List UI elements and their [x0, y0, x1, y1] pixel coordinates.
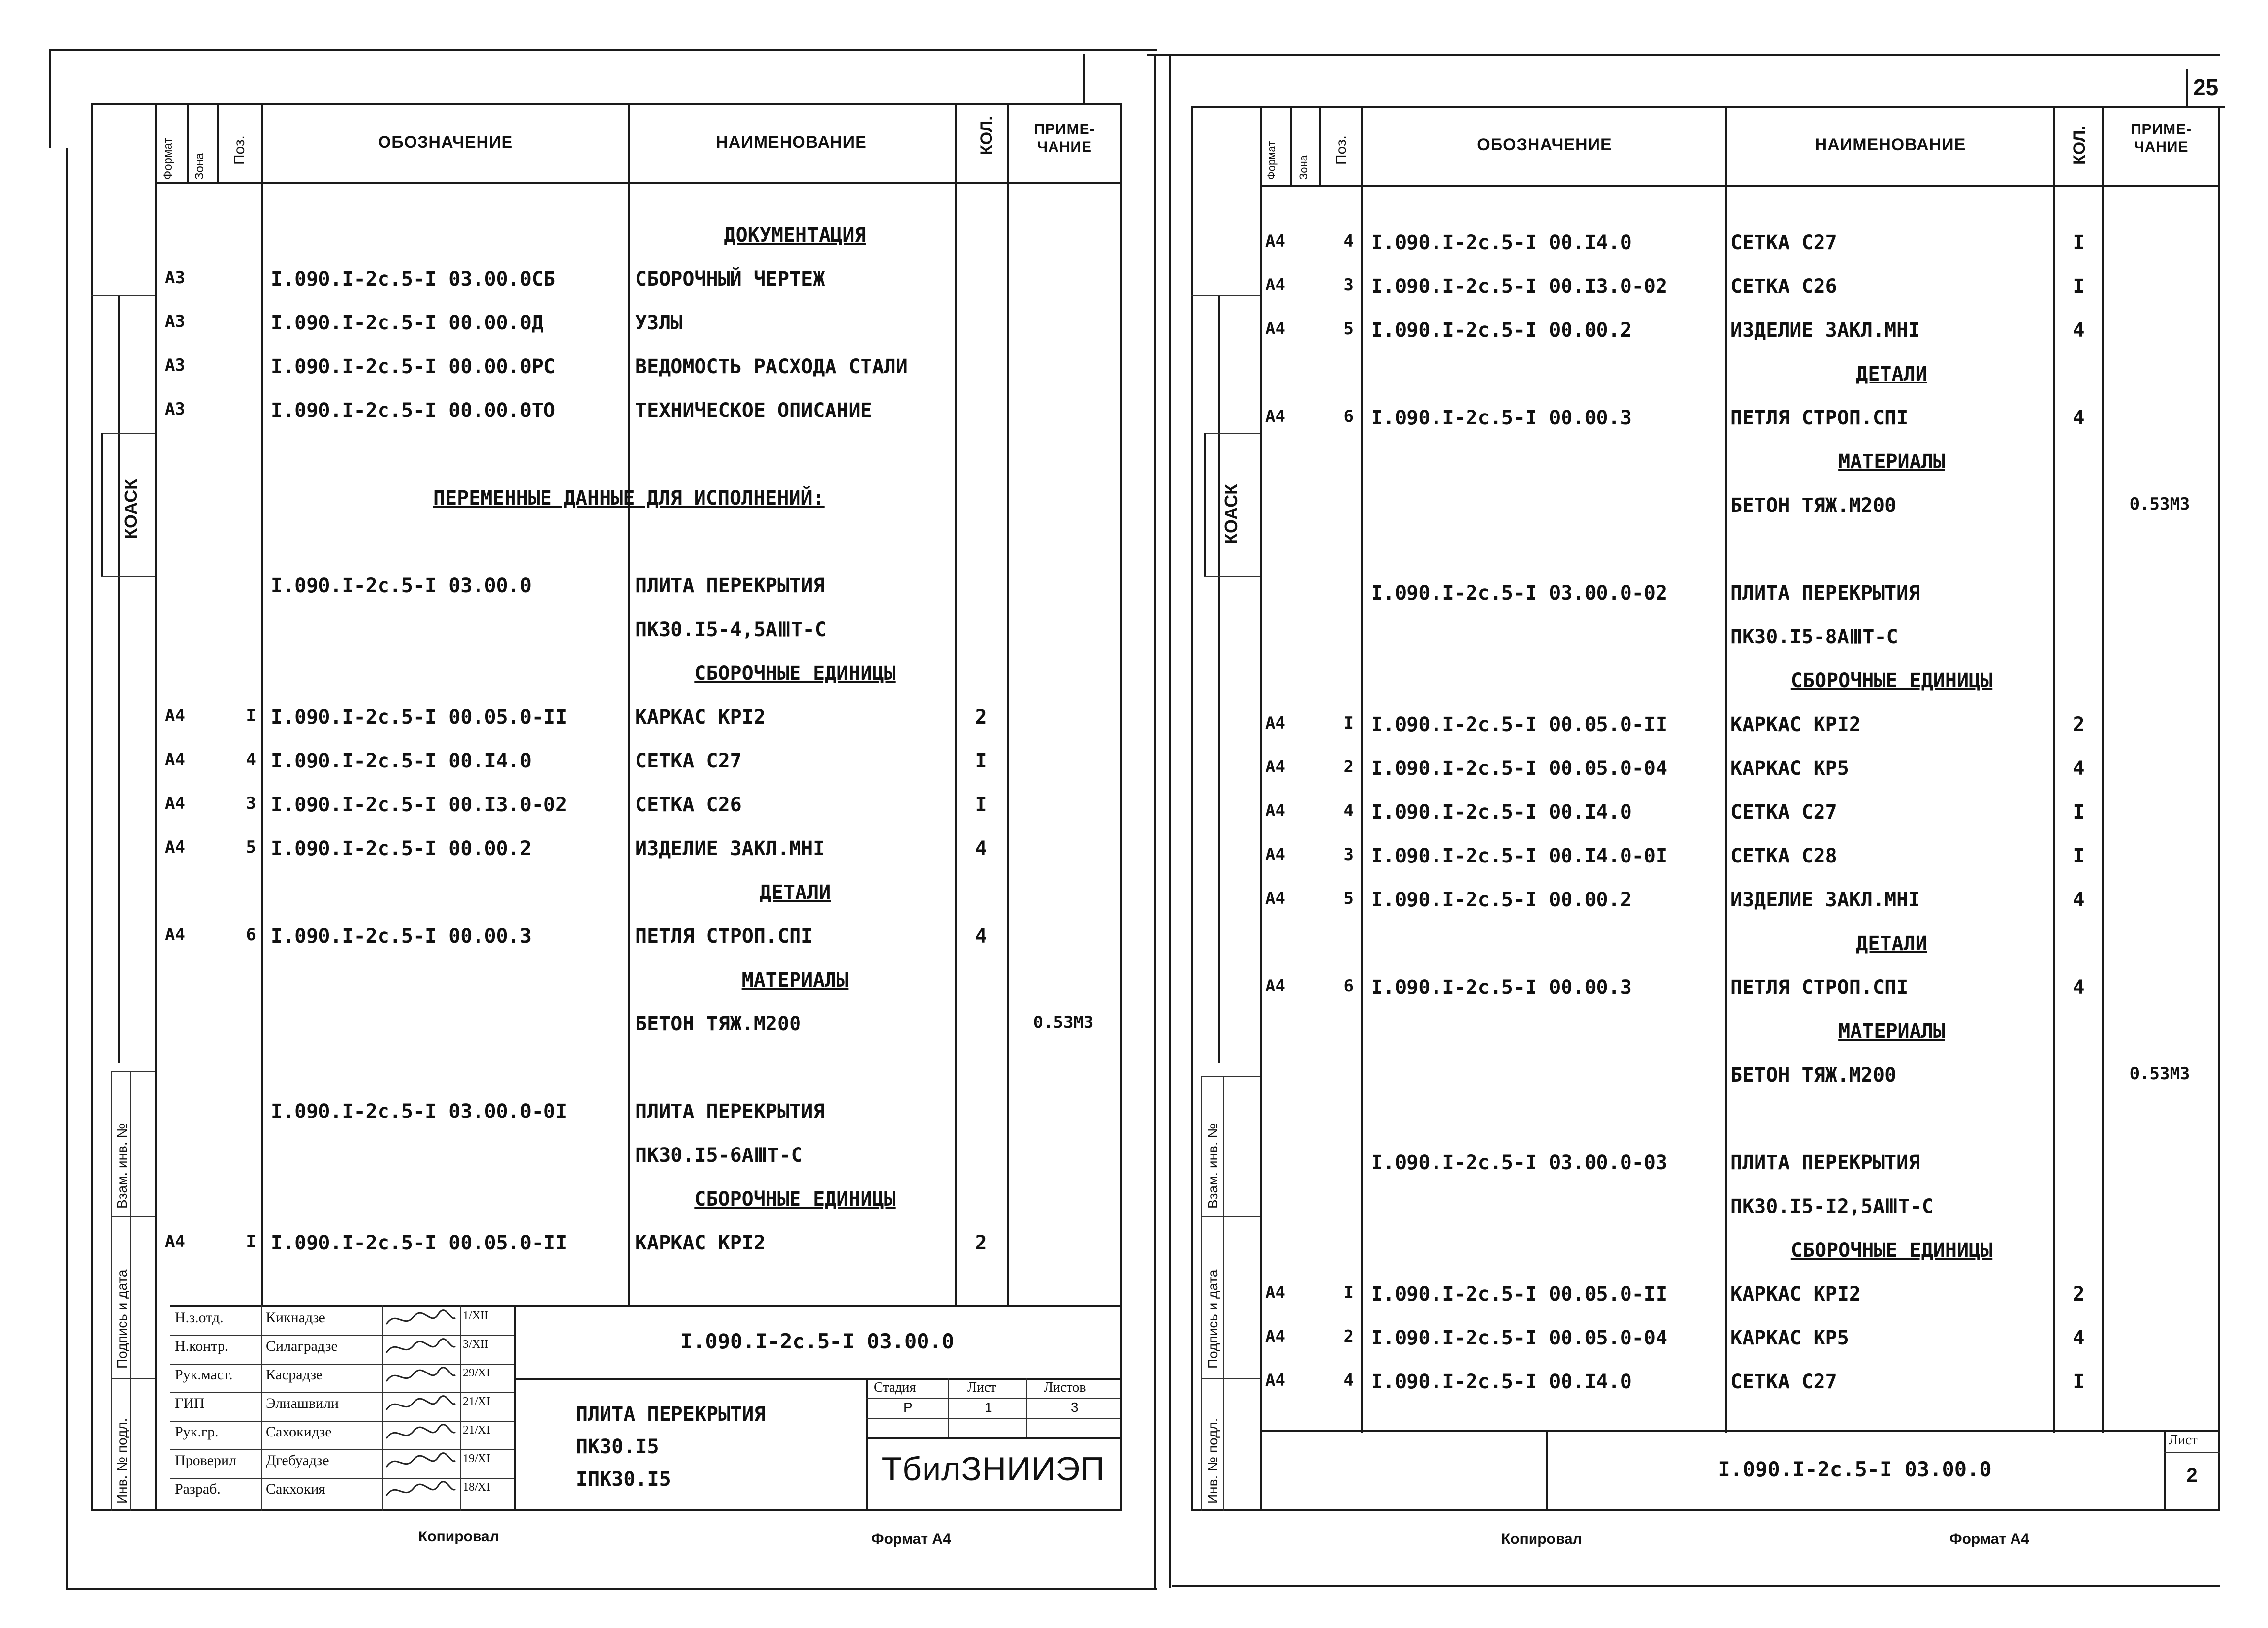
row-quantity: 2	[2073, 1283, 2085, 1306]
row-position: 3	[1343, 275, 1354, 295]
column-line	[628, 103, 630, 1307]
sheet-value: 1	[985, 1400, 992, 1415]
signature-role: Н.з.отд.	[175, 1309, 224, 1326]
row-format: А4	[1265, 1283, 1285, 1303]
row-position: 4	[1343, 231, 1354, 251]
side-strip-line	[111, 1378, 155, 1379]
column-line	[217, 103, 219, 182]
row-position: 3	[246, 794, 256, 813]
footer-copied: Копировал	[418, 1529, 499, 1545]
sheet-label: Лист	[967, 1380, 996, 1395]
signature-role: Проверил	[175, 1452, 236, 1468]
signature-name: Касрадзе	[266, 1367, 323, 1383]
row-position: 4	[1343, 801, 1354, 821]
frame-line	[66, 1588, 1157, 1590]
row-format: А4	[1265, 1327, 1285, 1346]
side-strip-line	[1191, 295, 1260, 296]
signature-row-line	[170, 1478, 514, 1479]
header-pos: Поз.	[1333, 135, 1349, 165]
inv-podl-label: Инв. № подл.	[114, 1418, 129, 1504]
header-note-line2: ЧАНИЕ	[1037, 139, 1092, 155]
side-strip-line	[1204, 576, 1260, 577]
vzam-inv-label: Взам. инв. №	[114, 1123, 129, 1209]
row-designation: I.090.I-2c.5-I 03.00.0-03	[1371, 1151, 1668, 1174]
side-strip-line	[1204, 433, 1260, 434]
row-position: I	[1343, 713, 1354, 733]
column-line	[1319, 106, 1321, 185]
row-quantity: 4	[2073, 889, 2085, 911]
row-position: 4	[1343, 1371, 1354, 1390]
frame-line	[1169, 54, 1171, 1588]
row-name: СЕТКА С26	[635, 794, 742, 816]
section-heading: ДЕТАЛИ	[1856, 363, 1927, 385]
section-heading: СБОРОЧНЫЕ ЕДИНИЦЫ	[694, 1188, 896, 1211]
row-quantity: 2	[975, 1232, 987, 1254]
title-block-name	[576, 1398, 766, 1496]
row-designation: I.090.I-2c.5-I 00.05.0-II	[271, 706, 568, 729]
row-name: БЕТОН ТЯЖ.М200	[1730, 494, 1897, 517]
signature-date: 21/XI	[463, 1395, 490, 1408]
section-heading: ДЕТАЛИ	[1856, 932, 1927, 955]
title-block-code: I.090.I-2c.5-I 03.00.0	[680, 1329, 955, 1353]
page-number: 25	[2193, 74, 2219, 100]
footer-format: Формат А4	[1949, 1531, 2029, 1547]
row-designation: I.090.I-2c.5-I 00.05.0-II	[1371, 1283, 1668, 1306]
row-format: А3	[165, 399, 185, 419]
handwritten-signature	[384, 1478, 458, 1503]
row-position: 5	[246, 837, 256, 857]
side-strip-line	[1218, 295, 1220, 1063]
row-quantity: I	[2073, 231, 2085, 254]
row-format: А4	[1265, 801, 1285, 821]
handwritten-signature	[384, 1336, 458, 1360]
frame-line	[1172, 1585, 2220, 1587]
row-name: КАРКАС КРI2	[1730, 713, 1861, 736]
side-strip-line	[111, 1071, 112, 1511]
stage-label: Стадия	[874, 1380, 916, 1395]
title-block-line	[866, 1398, 1120, 1399]
row-name: СЕТКА С27	[1730, 801, 1837, 824]
header-name: НАИМЕНОВАНИЕ	[716, 133, 867, 152]
koask-label: КОАСК	[1221, 483, 1241, 544]
row-name: СЕТКА С27	[1730, 231, 1837, 254]
sheet-border-top	[1191, 106, 2220, 108]
row-name: ПК30.I5-8АⅢТ-С	[1730, 626, 1898, 648]
header-note-line1: ПРИМЕ-	[1034, 121, 1095, 137]
side-strip-line	[1223, 1076, 1224, 1511]
row-format: А4	[165, 837, 185, 857]
row-name: КАРКАС КРI2	[635, 1232, 766, 1254]
row-name: СЕТКА С26	[1730, 275, 1837, 298]
signature-name: Сахокидзе	[266, 1424, 332, 1440]
signature-role: Рук.гр.	[175, 1424, 219, 1440]
koask-label: КОАСК	[121, 479, 141, 539]
row-name: ИЗДЕЛИЕ ЗАКЛ.МНI	[1730, 889, 1920, 911]
row-position: 4	[246, 750, 256, 769]
header-designation: ОБОЗНАЧЕНИЕ	[378, 133, 513, 152]
signature-row-line	[170, 1364, 514, 1365]
row-quantity: 4	[975, 925, 987, 948]
title-block-line	[866, 1418, 1120, 1419]
title-line: IПК30.I5	[576, 1468, 671, 1491]
sheet-border-right	[1120, 103, 1122, 1511]
signature-name: Дгебуадзе	[266, 1452, 329, 1468]
signature-row-line	[170, 1392, 514, 1393]
header-designation: ОБОЗНАЧЕНИЕ	[1477, 135, 1612, 154]
side-strip-line	[101, 576, 155, 577]
frame-line	[2186, 69, 2188, 108]
column-line	[1290, 106, 1292, 185]
title-line: ПК30.I5	[576, 1436, 659, 1458]
row-designation: I.090.I-2c.5-I 00.00.2	[1371, 319, 1632, 342]
signature-name: Элиашвили	[266, 1395, 339, 1411]
row-format: А4	[165, 1232, 185, 1251]
row-designation: I.090.I-2c.5-I 00.I4.0	[1371, 1371, 1632, 1393]
side-strip-line	[111, 1216, 155, 1217]
row-name: ПЛИТА ПЕРЕКРЫТИЯ	[1730, 582, 1920, 605]
row-name: КАРКАС КРI2	[635, 706, 766, 729]
frame-line	[49, 49, 51, 148]
row-designation: I.090.I-2c.5-I 00.00.0Д	[271, 312, 543, 334]
frame-line	[1147, 54, 2220, 56]
signature-role: ГИП	[175, 1395, 205, 1411]
row-designation: I.090.I-2c.5-I 00.I4.0	[271, 750, 532, 772]
row-position: 2	[1343, 1327, 1354, 1346]
row-quantity: I	[975, 794, 987, 816]
signature-name: Сакхокия	[266, 1481, 326, 1497]
sheet-border-right	[2218, 106, 2220, 1511]
row-designation: I.090.I-2c.5-I 00.05.0-II	[1371, 713, 1668, 736]
header-note-line1: ПРИМЕ-	[2130, 121, 2192, 137]
sheet-divider	[1154, 54, 1156, 1590]
row-designation: I.090.I-2c.5-I 00.I4.0-0I	[1371, 845, 1668, 867]
signature-date: 19/XI	[463, 1452, 490, 1465]
row-format: А4	[165, 706, 185, 726]
row-quantity: I	[2073, 845, 2085, 867]
row-quantity: 4	[2073, 407, 2085, 429]
signature-role: Н.контр.	[175, 1338, 229, 1354]
side-strip-line	[118, 295, 120, 1063]
signature-name: Силаградзе	[266, 1338, 338, 1354]
title-block-line	[514, 1378, 1120, 1380]
side-strip-line	[155, 103, 157, 1511]
signature-row-line	[170, 1335, 514, 1336]
column-line	[261, 103, 263, 1307]
row-quantity: 2	[975, 706, 987, 729]
section-heading: МАТЕРИАЛЫ	[1838, 450, 1945, 473]
row-designation: I.090.I-2c.5-I 00.05.0-II	[271, 1232, 568, 1254]
side-strip-line	[91, 295, 155, 296]
title-block-line	[866, 1437, 1120, 1439]
section-heading: ДЕТАЛИ	[759, 881, 831, 904]
section-heading: СБОРОЧНЫЕ ЕДИНИЦЫ	[1790, 1239, 1993, 1262]
frame-line	[1083, 54, 1085, 103]
title-block-top	[1260, 1430, 2220, 1432]
header-note	[1009, 121, 1120, 156]
row-quantity: 2	[2073, 713, 2085, 736]
title-block-line	[1026, 1378, 1027, 1437]
row-name: БЕТОН ТЯЖ.М200	[1730, 1064, 1897, 1086]
signature-role: Разраб.	[175, 1481, 221, 1497]
handwritten-signature	[384, 1307, 458, 1332]
row-format: А4	[1265, 319, 1285, 339]
header-note-line2: ЧАНИЕ	[2134, 139, 2189, 155]
row-designation: I.090.I-2c.5-I 00.00.3	[1371, 976, 1632, 999]
row-format: А4	[1265, 713, 1285, 733]
header-qty: КОЛ.	[977, 116, 996, 155]
row-designation: I.090.I-2c.5-I 00.00.2	[271, 837, 532, 860]
row-name: СЕТКА С28	[1730, 845, 1837, 867]
section-heading: СБОРОЧНЫЕ ЕДИНИЦЫ	[1790, 670, 1993, 692]
title-line: ПЛИТА ПЕРЕКРЫТИЯ	[576, 1403, 766, 1426]
row-name: ИЗДЕЛИЕ ЗАКЛ.МНI	[635, 837, 825, 860]
row-name: ПЕТЛЯ СТРОП.СПI	[1730, 976, 1909, 999]
header-format: Формат	[1265, 141, 1278, 180]
row-designation: I.090.I-2c.5-I 00.05.0-04	[1371, 1327, 1668, 1349]
side-strip-line	[1201, 1076, 1260, 1077]
title-block-top	[170, 1305, 1120, 1307]
title-block-code: I.090.I-2c.5-I 03.00.0	[1718, 1457, 1992, 1481]
row-designation: I.090.I-2c.5-I 00.00.2	[1371, 889, 1632, 911]
row-quantity: 4	[2073, 1327, 2085, 1349]
row-quantity: 4	[975, 837, 987, 860]
handwritten-signature	[384, 1450, 458, 1474]
header-bottom-line	[155, 182, 1120, 184]
variants-heading: ПЕРЕМЕННЫЕ ДАННЫЕ ДЛЯ ИСПОЛНЕНИЙ:	[433, 487, 825, 510]
row-position: 5	[1343, 319, 1354, 339]
side-strip-line	[1201, 1076, 1202, 1511]
row-name: ВЕДОМОСТЬ РАСХОДА СТАЛИ	[635, 355, 908, 378]
row-designation: I.090.I-2c.5-I 03.00.0СБ	[271, 268, 555, 290]
row-designation: I.090.I-2c.5-I 03.00.0-02	[1371, 582, 1668, 605]
row-format: А4	[1265, 275, 1285, 295]
header-zone: Зона	[193, 153, 206, 180]
row-note: 0.53М3	[1033, 1013, 1094, 1032]
row-format: А4	[1265, 889, 1285, 908]
side-strip-line	[1204, 433, 1206, 576]
sheets-label: Листов	[1044, 1380, 1086, 1395]
row-designation: I.090.I-2c.5-I 00.00.0РС	[271, 355, 555, 378]
frame-line	[66, 148, 68, 1590]
row-format: А4	[1265, 1371, 1285, 1390]
column-line	[955, 103, 957, 1307]
sheet-border-left	[1191, 106, 1193, 1511]
row-position: 6	[246, 925, 256, 945]
sheet-label: Лист	[2169, 1433, 2198, 1448]
row-position: 6	[1343, 407, 1354, 426]
row-designation: I.090.I-2c.5-I 00.00.3	[271, 925, 532, 948]
signature-row-line	[170, 1421, 514, 1422]
row-position: 2	[1343, 757, 1354, 777]
header-zone: Зона	[1297, 155, 1310, 180]
row-position: 3	[1343, 845, 1354, 864]
signature-date: 29/XI	[463, 1367, 490, 1379]
row-name: ИЗДЕЛИЕ ЗАКЛ.МНI	[1730, 319, 1920, 342]
sheet-border-left	[91, 103, 93, 1511]
column-line	[1007, 103, 1009, 1307]
row-format: А4	[1265, 231, 1285, 251]
header-bottom-line	[1260, 185, 2220, 187]
row-note: 0.53М3	[2129, 494, 2190, 514]
row-quantity: I	[975, 750, 987, 772]
stage-value: Р	[903, 1400, 913, 1415]
header-name: НАИМЕНОВАНИЕ	[1815, 135, 1966, 154]
row-format: А4	[165, 750, 185, 769]
row-format: А3	[165, 355, 185, 375]
signature-name: Кикнадзе	[266, 1309, 325, 1326]
column-line	[1725, 106, 1727, 1433]
row-name: ПК30.I5-I2,5АⅢТ-С	[1730, 1195, 1934, 1218]
sheet-value: 2	[2186, 1465, 2198, 1486]
row-format: А4	[1265, 976, 1285, 996]
row-designation: I.090.I-2c.5-I 00.I4.0	[1371, 801, 1632, 824]
handwritten-signature	[384, 1393, 458, 1417]
column-line	[1361, 106, 1363, 1433]
row-name: ТЕХНИЧЕСКОЕ ОПИСАНИЕ	[635, 399, 872, 422]
header-qty: КОЛ.	[2070, 126, 2089, 165]
row-quantity: I	[2073, 1371, 2085, 1393]
side-strip-line	[101, 433, 155, 434]
row-format: А4	[165, 925, 185, 945]
row-designation: I.090.I-2c.5-I 00.00.0ТО	[271, 399, 555, 422]
signature-date: 3/XII	[463, 1338, 488, 1351]
handwritten-signature	[384, 1364, 458, 1389]
row-name: СЕТКА С27	[635, 750, 742, 772]
row-position: I	[246, 1232, 256, 1251]
row-name: ПК30.I5-6АⅢТ-С	[635, 1144, 803, 1167]
row-note: 0.53М3	[2129, 1064, 2190, 1084]
row-designation: I.090.I-2c.5-I 00.05.0-04	[1371, 757, 1668, 780]
podpis-data-label: Подпись и дата	[1205, 1269, 1220, 1369]
row-position: I	[246, 706, 256, 726]
signature-date: 21/XI	[463, 1424, 490, 1436]
header-format: Формат	[161, 137, 175, 180]
row-position: 6	[1343, 976, 1354, 996]
row-name: ПЕТЛЯ СТРОП.СПI	[635, 925, 813, 948]
signature-role: Рук.маст.	[175, 1367, 233, 1383]
sheet-border-top	[91, 103, 1120, 105]
row-quantity: I	[2073, 275, 2085, 298]
row-name: СБОРОЧНЫЙ ЧЕРТЕЖ	[635, 268, 825, 290]
signature-row-line	[170, 1449, 514, 1450]
side-strip-line	[111, 1071, 155, 1072]
frame-line	[49, 49, 1157, 51]
section-heading: ДОКУМЕНТАЦИЯ	[724, 224, 866, 247]
row-format: А3	[165, 268, 185, 287]
row-name: КАРКАС КР5	[1730, 1327, 1849, 1349]
side-strip-line	[1260, 106, 1262, 1511]
row-position: 5	[1343, 889, 1354, 908]
row-format: А3	[165, 312, 185, 331]
sheet-border-bottom	[1191, 1509, 2220, 1511]
side-strip-line	[1201, 1216, 1260, 1217]
row-format: А4	[165, 794, 185, 813]
sheet-border-bottom	[91, 1509, 1122, 1511]
header-note	[2105, 121, 2218, 156]
section-heading: СБОРОЧНЫЕ ЕДИНИЦЫ	[694, 662, 896, 685]
row-designation: I.090.I-2c.5-I 00.I3.0-02	[1371, 275, 1668, 298]
row-format: А4	[1265, 845, 1285, 864]
column-line	[187, 103, 189, 182]
header-pos: Поз.	[231, 135, 248, 165]
row-name: ПЕТЛЯ СТРОП.СПI	[1730, 407, 1909, 429]
row-name: БЕТОН ТЯЖ.М200	[635, 1013, 801, 1035]
row-quantity: 4	[2073, 319, 2085, 342]
row-quantity: I	[2073, 801, 2085, 824]
row-format: А4	[1265, 407, 1285, 426]
footer-copied: Копировал	[1501, 1531, 1582, 1547]
side-strip-line	[101, 433, 103, 576]
row-designation: I.090.I-2c.5-I 03.00.0	[271, 575, 532, 597]
sheets-value: 3	[1071, 1400, 1079, 1415]
signature-date: 1/XII	[463, 1309, 488, 1322]
title-block-line	[948, 1378, 949, 1437]
organization-name: ТбилЗНИИЭП	[881, 1450, 1105, 1488]
row-name: ПЛИТА ПЕРЕКРЫТИЯ	[635, 575, 825, 597]
row-quantity: 4	[2073, 976, 2085, 999]
row-quantity: 4	[2073, 757, 2085, 780]
podpis-data-label: Подпись и дата	[114, 1269, 129, 1369]
row-designation: I.090.I-2c.5-I 03.00.0-0I	[271, 1100, 568, 1123]
section-heading: МАТЕРИАЛЫ	[741, 969, 849, 991]
row-designation: I.090.I-2c.5-I 00.I3.0-02	[271, 794, 568, 816]
handwritten-signature	[384, 1421, 458, 1446]
title-block-line	[2164, 1452, 2220, 1453]
row-name: КАРКАС КР5	[1730, 757, 1849, 780]
row-name: СЕТКА С27	[1730, 1371, 1837, 1393]
row-name: ПК30.I5-4,5АⅢТ-С	[635, 618, 827, 641]
signature-date: 18/XI	[463, 1481, 490, 1494]
row-name: КАРКАС КРI2	[1730, 1283, 1861, 1306]
row-name: ПЛИТА ПЕРЕКРЫТИЯ	[1730, 1151, 1920, 1174]
footer-format: Формат А4	[871, 1531, 951, 1547]
side-strip-line	[1201, 1378, 1260, 1379]
inv-podl-label: Инв. № подл.	[1205, 1418, 1220, 1504]
section-heading: МАТЕРИАЛЫ	[1838, 1020, 1945, 1043]
vzam-inv-label: Взам. инв. №	[1205, 1123, 1220, 1209]
side-strip-line	[130, 1071, 131, 1511]
row-name: УЗЛЫ	[635, 312, 683, 334]
row-name: ПЛИТА ПЕРЕКРЫТИЯ	[635, 1100, 825, 1123]
row-position: I	[1343, 1283, 1354, 1303]
row-designation: I.090.I-2c.5-I 00.I4.0	[1371, 231, 1632, 254]
row-designation: I.090.I-2c.5-I 00.00.3	[1371, 407, 1632, 429]
row-format: А4	[1265, 757, 1285, 777]
